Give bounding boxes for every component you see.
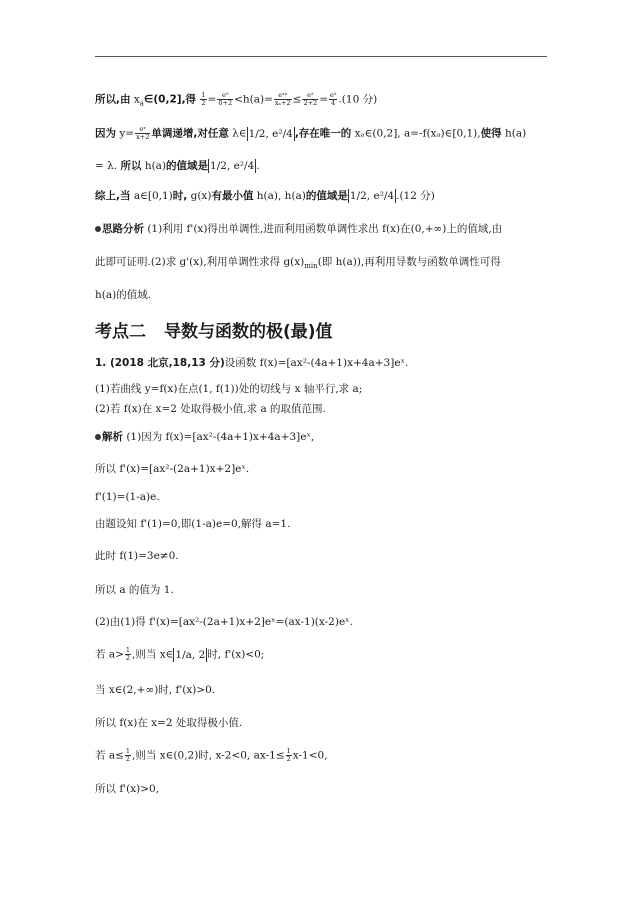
bullet-icon <box>95 226 101 232</box>
fraction: $\frac{\text{e²}}{2+2}$ <box>303 91 318 107</box>
text-line-1: 所以,由 $x_a\in(0,2]$,得 $\frac{1}{2}$ = $\frac{\text{e⁰}}{0+2}$ <h(a)= $\frac{\text{eˣᵃ}}{\text{xₐ+2}}$ ≤ $\frac{\text{e²}}{2+2}$ = $\frac{\text{e²}}{4}$ .(10 分) <box>95 91 378 108</box>
solution-line-11: 若 a≤ $\frac{1}{2}$ ,则当 x∈(0,2)时, x-2<0, ax-1≤ $\frac{1}{2}$ x-1<0, <box>95 747 328 763</box>
solution-line-2: 所以 f'(x)=[ax²-(2a+1)x+2]eˣ. <box>95 463 250 475</box>
interval-bracket: 1/a, 2 <box>175 648 206 661</box>
fraction: $\frac{\text{eˣᵃ}}{\text{xₐ+2}}$ <box>274 91 291 107</box>
interval-bracket: 1/2, e²/4 <box>349 190 395 202</box>
solution-line-9: 当 x∈(2,+∞)时, f'(x)>0. <box>95 684 216 696</box>
analysis-line-1: 思路分析 (1)利用 f'(x)得出单调性,进而利用函数单调性求出 f(x)在(0,+∞)上的值域,由 <box>95 222 502 236</box>
analysis-line-2: 此即可证明.(2)求 g'(x),利用单调性求得 $g(x)_{min}$(即 h(a)),再利用导数与函数单调性可得 <box>95 256 501 271</box>
solution-line-8: 若 a> $\frac{1}{2}$ ,则当 x∈ 1/a, 2 时, f'(x)<0; <box>95 646 265 662</box>
bullet-icon <box>95 434 101 440</box>
problem-line-1: 1. (2018 北京,18,13 分)设函数 f(x)=[ax²-(4a+1)x+4a+3]eˣ. <box>95 357 409 369</box>
text-line-3: = λ. 所以 h(a)的值域是 1/2, e²/4 . <box>95 160 260 172</box>
solution-line-7: (2)由(1)得 f'(x)=[ax²-(2a+1)x+2]eˣ=(ax-1)(x-2)eˣ. <box>95 616 353 628</box>
solution-line-1: 解析 (1)因为 f(x)=[ax²-(4a+1)x+4a+3]eˣ, <box>95 430 314 444</box>
interval-bracket: 1/2, e²/4 <box>248 127 293 140</box>
solution-line-10: 所以 f(x)在 x=2 处取得极小值. <box>95 717 243 729</box>
text-line-4: 综上,当 a∈[0,1)时, g(x)有最小值 h(a), h(a)的值域是 1/2, e²/4 .(12 分) <box>95 190 435 202</box>
solution-line-4: 由题设知 f'(1)=0,即(1-a)e=0,解得 a=1. <box>95 518 291 530</box>
fraction: $\frac{\text{e⁰}}{0+2}$ <box>218 91 233 107</box>
problem-line-2: (1)若曲线 y=f(x)在点(1, f(1))处的切线与 x 轴平行,求 a; <box>95 383 363 395</box>
section-heading: 考点二 导数与函数的极(最)值 <box>95 322 333 342</box>
fraction: $\frac{1}{2}$ <box>125 646 131 662</box>
header-rule <box>95 56 547 57</box>
solution-line-5: 此时 f(1)=3e≠0. <box>95 550 179 562</box>
fraction: $\frac{1}{2}$ <box>201 91 206 107</box>
fraction: $\frac{\text{eˣ}}{x+2}$ <box>136 125 150 141</box>
fraction: $\frac{1}{2}$ <box>286 747 291 763</box>
interval-bracket: 1/2, e²/4 <box>210 160 255 172</box>
analysis-line-3: h(a)的值域. <box>95 289 152 301</box>
problem-line-3: (2)若 f(x)在 x=2 处取得极小值,求 a 的取值范围. <box>95 403 326 415</box>
text-line-2: 因为 y= $\frac{\text{eˣ}}{x+2}$ 单调递增,对任意 λ∈ 1/2, e²/4 ,存在唯一的 xₐ∈(0,2], a=-f(xₐ)∈[0,1),使得 h(a) <box>95 125 527 141</box>
solution-line-6: 所以 a 的值为 1. <box>95 584 174 596</box>
fraction: $\frac{\text{e²}}{4}$ <box>330 91 337 107</box>
solution-line-12: 所以 f'(x)>0, <box>95 783 160 795</box>
fraction: $\frac{1}{2}$ <box>125 747 131 763</box>
solution-line-3: f'(1)=(1-a)e. <box>95 491 160 503</box>
